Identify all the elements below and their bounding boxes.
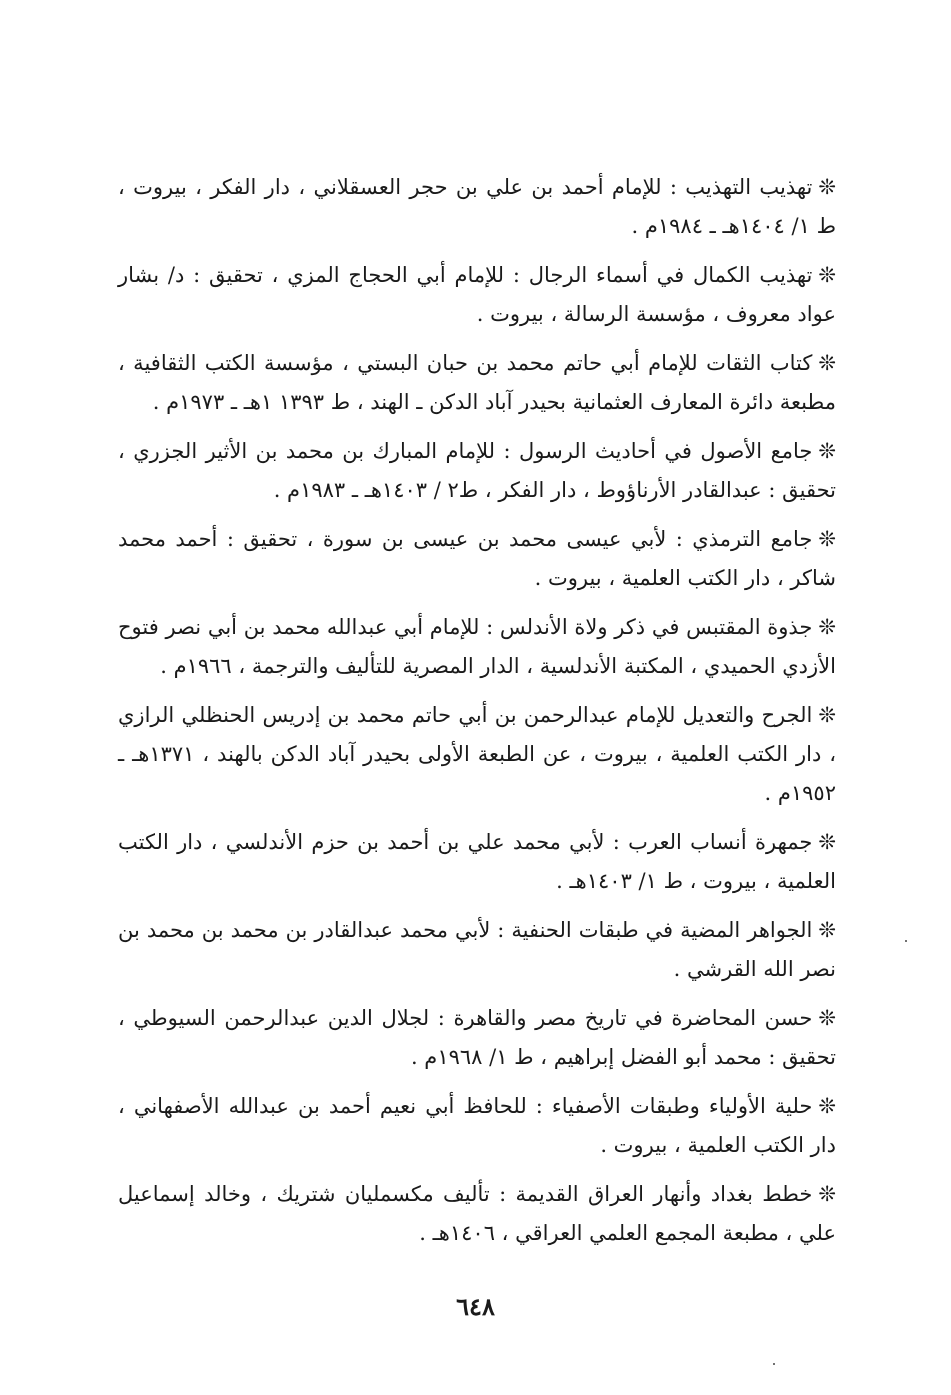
bibliography-entry (118, 696, 836, 813)
bibliography-entry (118, 256, 836, 334)
bibliography-entry (118, 999, 836, 1077)
entry-text: جذوة المقتبس في ذكر ولاة الأندلس : للإمام أبي عبدالله محمد بن أبي نصر فتوح الأزدي الحميدي ، المكتبة الأندلسية ، الدار المصرية للتأليف والترجمة ، ١٩٦٦م . (118, 615, 836, 678)
star-bullet-icon: ❊ (818, 1182, 836, 1206)
bibliography-list (118, 168, 836, 1263)
star-bullet-icon: ❊ (818, 830, 836, 854)
entry-text: كتاب الثقات للإمام أبي حاتم محمد بن حبان البستي ، مؤسسة الكتب الثقافية ، مطبعة دائرة المعارف العثمانية بحيدر آباد الدكن ـ الهند ، ط ١٣٩٣ ١هـ ـ ١٩٧٣م . (118, 351, 836, 414)
star-bullet-icon: ❊ (818, 918, 836, 942)
bibliography-entry (118, 168, 836, 246)
entry-text: حسن المحاضرة في تاريخ مصر والقاهرة : لجلال الدين عبدالرحمن السيوطي ، تحقيق : محمد أبو الفضل إبراهيم ، ط ١/ ١٩٦٨م . (118, 1006, 836, 1069)
bibliography-entry (118, 432, 836, 510)
entry-text: الجرح والتعديل للإمام عبدالرحمن بن أبي حاتم محمد بن إدريس الحنظلي الرازي ، دار الكتب العلمية ، بيروت ، عن الطبعة الأولى بحيدر آباد الدكن بالهند ، ١٣٧١هـ ـ ١٩٥٢م . (118, 703, 836, 805)
star-bullet-icon: ❊ (818, 615, 836, 639)
bibliography-entry (118, 344, 836, 422)
scan-speck (773, 1363, 775, 1365)
star-bullet-icon: ❊ (818, 263, 836, 287)
entry-text: جامع الأصول في أحاديث الرسول : للإمام المبارك بن محمد بن الأثير الجزري ، تحقيق : عبدالقادر الأرناؤوط ، دار الفكر ، ط٢ / ١٤٠٣هـ ـ ١٩٨٣م . (118, 439, 836, 502)
entry-text: حلية الأولياء وطبقات الأصفياء : للحافظ أبي نعيم أحمد بن عبدالله الأصفهاني ، دار الكتب العلمية ، بيروت . (118, 1094, 836, 1157)
entry-text: الجواهر المضية في طبقات الحنفية : لأبي محمد عبدالقادر بن محمد بن محمد بن نصر الله القرشي . (118, 918, 836, 981)
bibliography-entry (118, 1087, 836, 1165)
entry-text: جمهرة أنساب العرب : لأبي محمد علي بن أحمد بن حزم الأندلسي ، دار الكتب العلمية ، بيروت ، ط ١/ ١٤٠٣هـ . (118, 830, 836, 893)
star-bullet-icon: ❊ (818, 527, 836, 551)
entry-text: خطط بغداد وأنهار العراق القديمة : تأليف مكسمليان شتريك ، وخالد إسماعيل علي ، مطبعة المجمع العلمي العراقي ، ١٤٠٦هـ . (118, 1182, 836, 1245)
bibliography-entry (118, 823, 836, 901)
page-number: ٦٤٨ (456, 1292, 495, 1321)
star-bullet-icon: ❊ (818, 175, 836, 199)
star-bullet-icon: ❊ (818, 1006, 836, 1030)
entry-text: تهذيب الكمال في أسماء الرجال : للإمام أبي الحجاج المزي ، تحقيق : د/ بشار عواد معروف ، مؤسسة الرسالة ، بيروت . (118, 263, 836, 326)
star-bullet-icon: ❊ (818, 351, 836, 375)
star-bullet-icon: ❊ (818, 439, 836, 463)
bibliography-entry (118, 520, 836, 598)
bibliography-entry (118, 608, 836, 686)
bibliography-entry (118, 1175, 836, 1253)
bibliography-entry (118, 911, 836, 989)
entry-text: تهذيب التهذيب : للإمام أحمد بن علي بن حجر العسقلاني ، دار الفكر ، بيروت ، ط ١/ ١٤٠٤هـ ـ ١٩٨٤م . (118, 175, 836, 238)
star-bullet-icon: ❊ (818, 703, 836, 727)
scan-speck (905, 940, 907, 942)
star-bullet-icon: ❊ (818, 1094, 836, 1118)
entry-text: جامع الترمذي : لأبي عيسى محمد بن عيسى بن سورة ، تحقيق : أحمد محمد شاكر ، دار الكتب العلمية ، بيروت . (118, 527, 836, 590)
